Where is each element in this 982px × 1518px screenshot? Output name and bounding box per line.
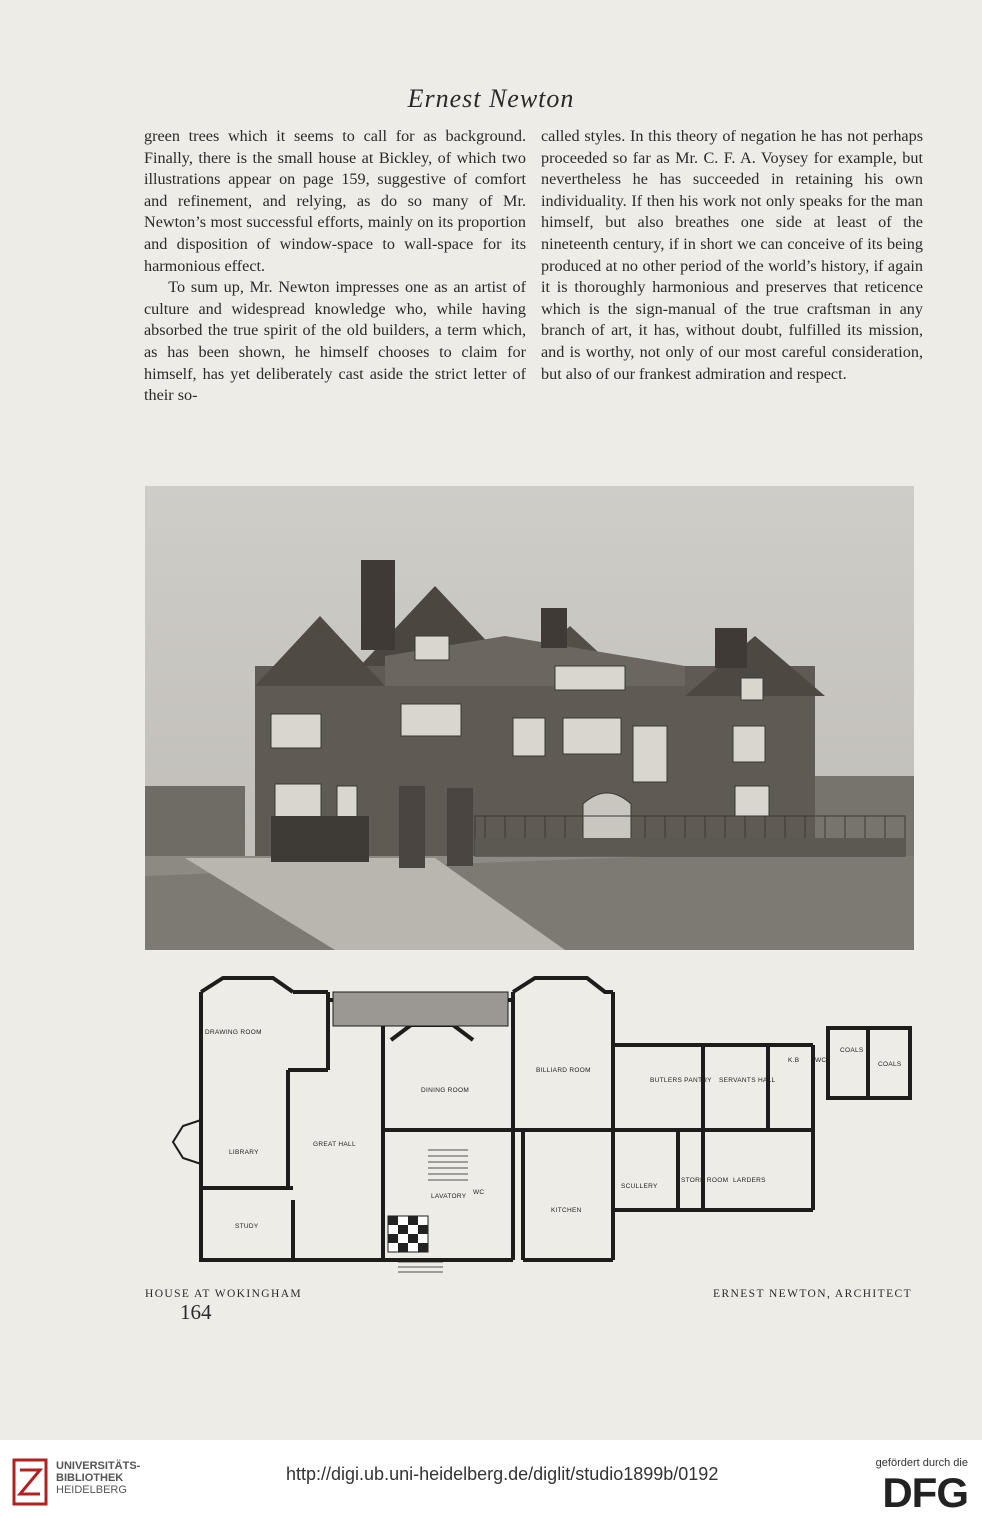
- house-drawing: [145, 486, 914, 950]
- university-line: HEIDELBERG: [56, 1484, 127, 1496]
- room-label: BUTLERS PANTRY: [650, 1077, 712, 1084]
- room-label: DINING ROOM: [421, 1087, 470, 1094]
- floor-plan-drawing: [143, 970, 915, 1282]
- caption-right: ERNEST NEWTON, ARCHITECT: [713, 1288, 912, 1300]
- page-number: 164: [180, 1300, 212, 1324]
- text-column-right: [541, 126, 923, 385]
- text-column-left: [144, 126, 526, 407]
- room-label: KITCHEN: [551, 1207, 582, 1214]
- room-label: BILLIARD ROOM: [536, 1067, 591, 1074]
- university-line: UNIVERSITÄTS-: [56, 1460, 141, 1472]
- floor-plan: [143, 970, 915, 1282]
- room-label: GREAT HALL: [313, 1141, 356, 1148]
- dfg-logo[interactable]: DFG: [882, 1469, 968, 1516]
- room-label: COALS: [878, 1061, 902, 1068]
- sponsor-label: gefördert durch die: [875, 1457, 968, 1469]
- caption-left: HOUSE AT WOKINGHAM: [145, 1288, 303, 1300]
- university-logo-icon[interactable]: [10, 1456, 50, 1508]
- room-label: K.B: [788, 1057, 800, 1064]
- university-name: [56, 1460, 140, 1496]
- room-label: DRAWING ROOM: [205, 1029, 262, 1036]
- room-label: WC: [815, 1057, 827, 1064]
- room-label: STUDY: [235, 1223, 259, 1230]
- paragraph: To sum up, Mr. Newton impresses one as an artist of culture and widespread knowledge who, while having absorbed the true spirit of the old builders, a term which, as has been shown, he himself chooses to claim for himself, has yet deliberately cast aside the strict letter of their so-: [144, 278, 526, 405]
- paragraph: called styles. In this theory of negation he has not perhaps proceeded so far as Mr. C. F. A. Voysey for example, but nevertheless he has succeeded in retaining his own individuality. If then his work not only speaks for the man himself, but also breathes one side at least of the nineteenth century, if in short we can conceive of its being produced at no other period of the world’s history, if again it is thoroughly harmonious and preserves that reticence which is the sign-manual of the true craftsman in any branch of art, it has, without doubt, fulfilled its mission, and is worthy, not only of our most careful consideration, but also of our frankest admiration and respect.: [541, 127, 923, 383]
- room-label: LAVATORY: [431, 1193, 467, 1200]
- page-title: Ernest Newton: [407, 84, 575, 113]
- room-label: LIBRARY: [229, 1149, 259, 1156]
- room-label: SCULLERY: [621, 1183, 658, 1190]
- room-label: WC: [473, 1189, 485, 1196]
- permalink[interactable]: http://digi.ub.uni-heidelberg.de/diglit/studio1899b/0192: [286, 1464, 719, 1484]
- university-line: BIBLIOTHEK: [56, 1472, 124, 1484]
- room-label: STORE ROOM: [681, 1177, 729, 1184]
- house-illustration: [145, 486, 914, 950]
- paragraph: green trees which it seems to call for as background. Finally, there is the small house at Bickley, of which two illustrations appear on page 159, suggestive of comfort and refinement, and relying, as do so many of Mr. Newton’s most successful efforts, mainly on its proportion and disposition of window-space to wall-space for its harmonious effect.: [144, 127, 526, 275]
- room-label: COALS: [840, 1047, 864, 1054]
- room-label: LARDERS: [733, 1177, 766, 1184]
- checkered-porch: [388, 1216, 428, 1252]
- room-label: SERVANTS HALL: [719, 1077, 776, 1084]
